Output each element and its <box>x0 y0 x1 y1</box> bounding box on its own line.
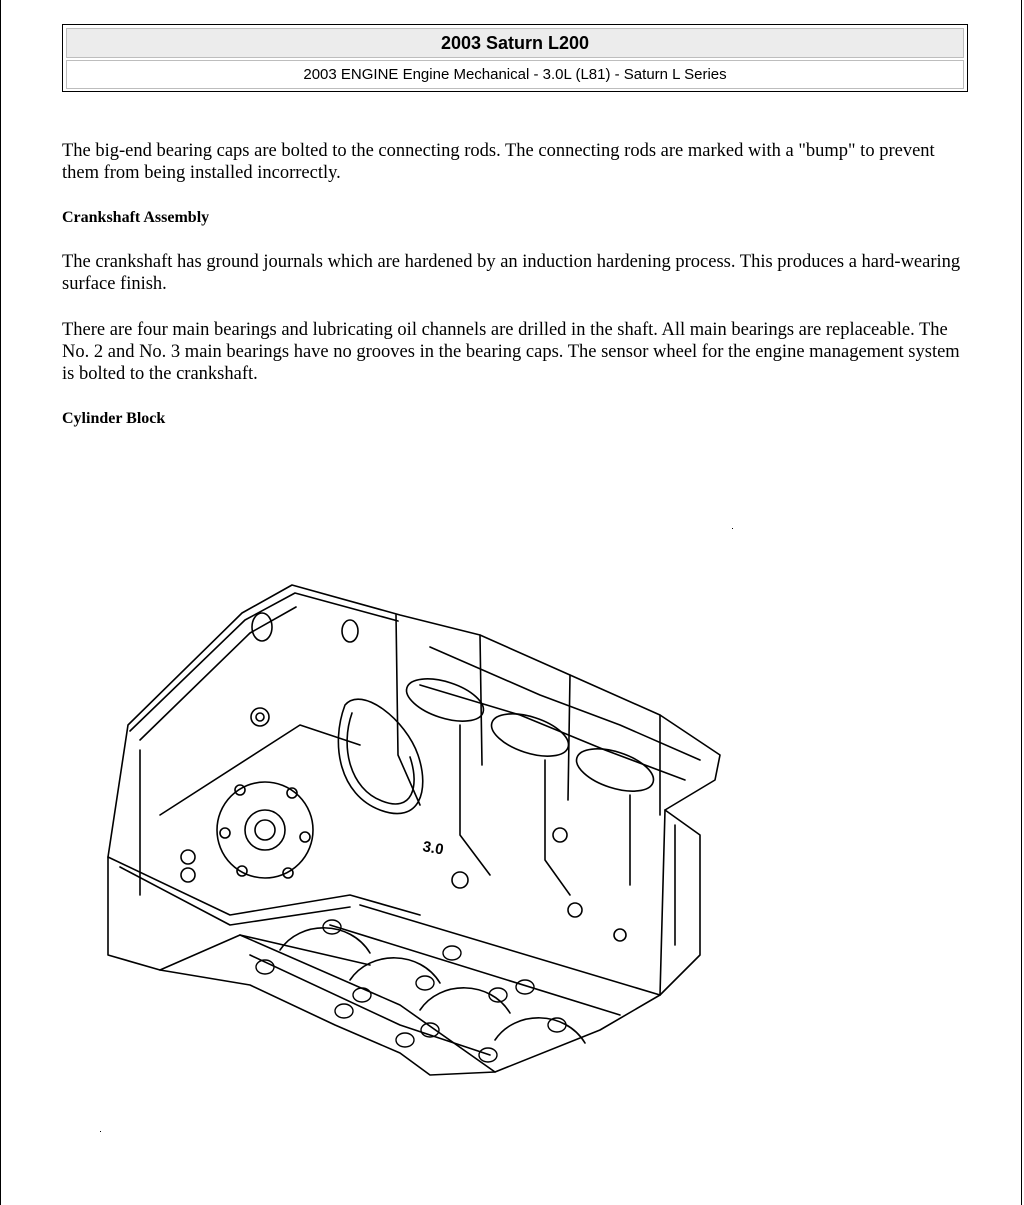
paragraph-crankshaft-journals: The crankshaft has ground journals which are hardened by an induction hardening process. This produces a hard-wearing surface finish. <box>62 252 961 294</box>
bearing-cap-bolts <box>256 920 566 1062</box>
paragraph-main-bearings: There are four main bearings and lubricating oil channels are drilled in the shaft. All main bearings are replaceable. The No. 2 and No. 3 main bearings have no grooves in the bearing caps. The sensor wheel for the engine management system is bolted to the crankshaft. <box>62 320 960 384</box>
stray-mark <box>100 1131 101 1132</box>
page-border-left <box>0 0 1 1205</box>
heading-cylinder-block: Cylinder Block <box>62 410 166 427</box>
document-subtitle: 2003 ENGINE Engine Mechanical - 3.0L (L81) - Saturn L Series <box>66 60 964 89</box>
heading-crankshaft-assembly: Crankshaft Assembly <box>62 209 210 226</box>
block-marking: 3.0 <box>421 838 445 859</box>
document-title: 2003 Saturn L200 <box>66 28 964 58</box>
crankshaft-bore <box>217 782 313 878</box>
page-border-right <box>1021 0 1022 1205</box>
document-header <box>62 24 968 92</box>
cylinder-block-illustration <box>100 575 740 1095</box>
block-outline <box>108 585 720 1075</box>
paragraph-connecting-rods: The big-end bearing caps are bolted to the connecting rods. The connecting rods are marked with a "bump" to prevent them from being installed incorrectly. <box>62 141 935 183</box>
stray-mark <box>732 528 733 529</box>
